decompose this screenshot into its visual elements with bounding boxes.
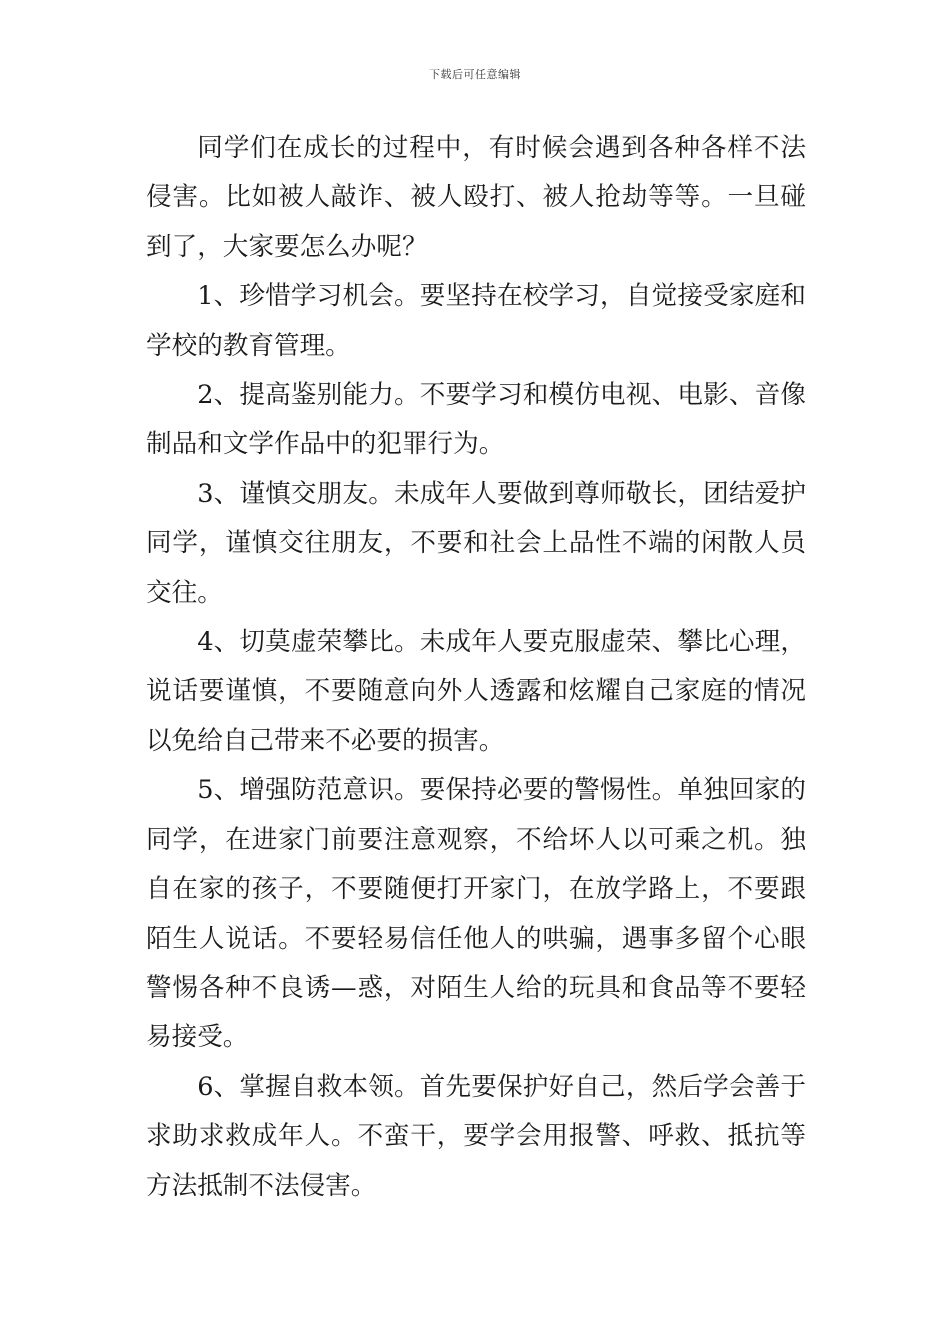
paragraph-item-5: 5、增强防范意识。要保持必要的警惕性。单独回家的同学，在进家门前要注意观察，不给坏人以可乘之机。独自在家的孩子，不要随便打开家门，在放学路上，不要跟陌生人说话。不要轻易信任他人的哄骗，遇事多留个心眼警惕各种不良诱—惑，对陌生人给的玩具和食品等不要轻易接受。: [146, 775, 806, 1053]
paragraph-intro: 同学们在成长的过程中，有时候会遇到各种各样不法侵害。比如被人敲诈、被人殴打、被人抢劫等等。一旦碰到了，大家要怎么办呢？: [146, 133, 806, 262]
paragraph-item-6: 6、掌握自救本领。首先要保护好自己，然后学会善于求助求救成年人。不蛮干，要学会用报警、呼救、抵抗等方法抵制不法侵害。: [146, 1071, 806, 1201]
paragraph-item-1: 1、珍惜学习机会。要坚持在校学习，自觉接受家庭和学校的教育管理。: [146, 281, 806, 361]
paragraph-item-3: 3、谨慎交朋友。未成年人要做到尊师敬长，团结爱护同学，谨慎交往朋友，不要和社会上品性不端的闲散人员交往。: [146, 478, 806, 608]
document-body: [146, 124, 806, 1211]
paragraph-item-2: 2、提高鉴别能力。不要学习和模仿电视、电影、音像制品和文学作品中的犯罪行为。: [146, 380, 806, 460]
paragraph-item-4: 4、切莫虚荣攀比。未成年人要克服虚荣、攀比心理，说话要谨慎，不要随意向外人透露和炫耀自己家庭的情况以免给自己带来不必要的损害。: [146, 627, 806, 756]
header-note: 下载后可任意编辑: [429, 68, 521, 81]
